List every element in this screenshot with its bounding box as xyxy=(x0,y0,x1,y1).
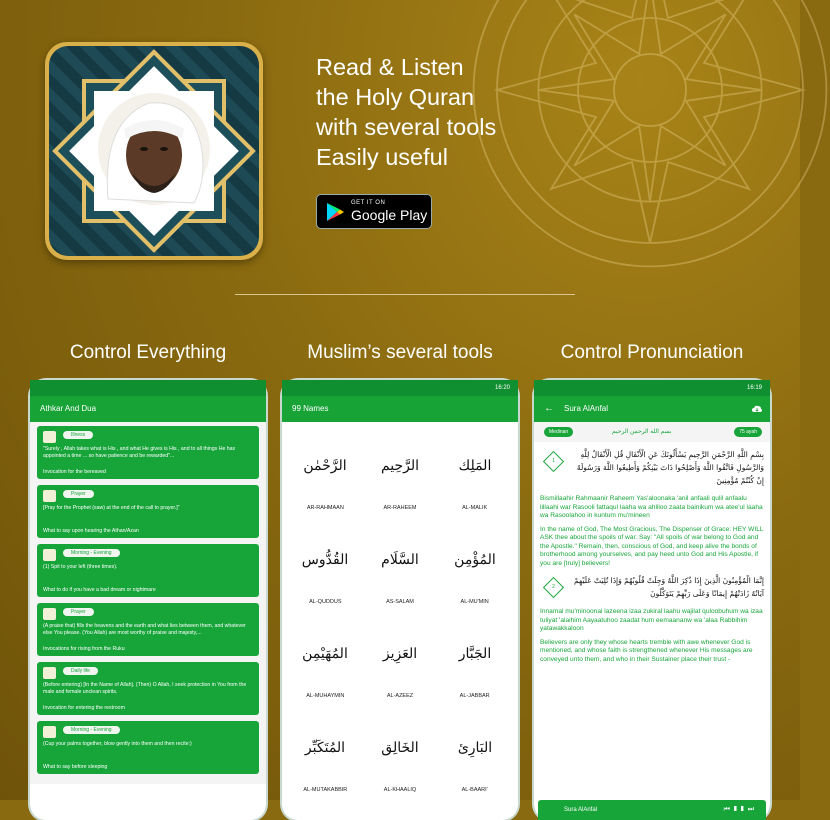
headline-line: Easily useful xyxy=(316,144,448,170)
verse-number: 1 xyxy=(552,458,555,464)
name-label: AL-MUHAYMIN xyxy=(306,693,345,699)
google-play-button[interactable] xyxy=(316,194,432,229)
bismillah: بسم الله الرحمن الرحيم xyxy=(612,429,672,435)
caption-control-pronunciation: Control Pronunciation xyxy=(560,342,744,363)
calligraphy-glyph: الرَّحْمٰن xyxy=(303,458,347,474)
calligraphy xyxy=(442,430,508,496)
category-badge: Morning - Evening xyxy=(63,726,120,734)
next-icon[interactable]: ⏭ xyxy=(747,806,758,813)
name-cell[interactable] xyxy=(437,524,512,612)
app-bar-title: Athkar And Dua xyxy=(40,404,97,413)
status-bar xyxy=(30,380,266,396)
verse-block[interactable] xyxy=(534,568,770,664)
previous-icon[interactable]: ⏮ xyxy=(723,806,734,813)
calligraphy xyxy=(367,712,433,778)
calligraphy-glyph: العَزِيز xyxy=(382,646,418,662)
name-cell[interactable] xyxy=(363,712,438,800)
name-label: AL-QUDDUS xyxy=(309,599,342,605)
back-arrow-icon[interactable]: ← xyxy=(544,403,554,414)
verse-number-badge xyxy=(543,577,564,598)
name-label: AL-JABBAR xyxy=(459,693,490,699)
name-cell[interactable] xyxy=(288,430,363,518)
verse-arabic: إِنَّمَا الْمُؤْمِنُونَ الَّذِينَ إِذَا ذُكِرَ اللَّهُ وَجِلَتْ قُلُوبُهُمْ وَإِذَا تُلِيَتْ عَلَيْهِمْ آيَاتُهُ زَادَتْهُمْ إِيمَانًا وَعَلَى رَبِّهِمْ يَتَوَكَّلُونَ xyxy=(574,576,764,598)
app-bar xyxy=(30,396,266,422)
play-store-icon xyxy=(325,202,345,222)
name-label: AR-RAHEEM xyxy=(383,505,417,511)
calligraphy-glyph: المُهَيْمِن xyxy=(302,646,349,662)
verse-number-badge xyxy=(543,451,564,472)
calligraphy xyxy=(442,524,508,590)
names-grid xyxy=(282,422,518,800)
name-cell[interactable] xyxy=(437,618,512,706)
name-cell[interactable] xyxy=(288,524,363,612)
name-cell[interactable] xyxy=(437,430,512,518)
calligraphy xyxy=(367,524,433,590)
pause-icon[interactable]: ❚❚ xyxy=(733,806,748,813)
athkar-card[interactable] xyxy=(37,721,259,774)
status-time: 16:19 xyxy=(746,385,762,391)
dua-text: (1) Spit to your left (three times). xyxy=(43,564,118,570)
sura-info-row xyxy=(534,422,770,442)
calligraphy xyxy=(367,618,433,684)
ayah-count-chip: 75 ayah xyxy=(734,427,762,437)
athkar-card[interactable] xyxy=(37,485,259,538)
app-bar-title: Sura AlAnfal xyxy=(564,404,609,413)
calligraphy xyxy=(367,430,433,496)
calligraphy-glyph: المُتَكَبِّر xyxy=(305,740,346,756)
calligraphy xyxy=(292,712,358,778)
app-bar xyxy=(534,396,770,422)
verse-transliteration: Bismillaahir Rahmaanir Raheem Yas'aloonaka 'anil anfaali qulil anfaalu lillaahi war Rasooli fattaqul laaha wa ahliloo zaata bainikum wa atee'ul laaha wa Rasoolahoo in kuntum mu'mineen xyxy=(540,495,763,519)
name-label: AL-MALIK xyxy=(462,505,488,511)
calligraphy-glyph: المُؤْمِن xyxy=(453,552,496,568)
name-cell[interactable] xyxy=(363,618,438,706)
category-badge: Prayer xyxy=(63,490,94,498)
name-label: AL-AZEEZ xyxy=(386,693,414,699)
athkar-card[interactable] xyxy=(37,426,259,479)
revelation-chip: Medinan xyxy=(544,427,573,437)
verse-transliteration: Innamal mu'minoonal lazeena izaa zukiral laahu wajilat quloobuhum wa izaa tuliyat 'alaihim Aayaatuhoo zaadat hum eemaananw wa 'alaa Rabbihim yatawakkaloon xyxy=(540,608,763,632)
name-label: AL-KHAALIQ xyxy=(383,787,417,793)
divider xyxy=(235,294,575,295)
name-cell[interactable] xyxy=(363,430,438,518)
caption-muslim-tools: Muslim’s several tools xyxy=(307,342,493,363)
calligraphy xyxy=(292,524,358,590)
status-bar xyxy=(282,380,518,396)
badge-small-text: GET IT ON xyxy=(351,200,386,206)
category-icon xyxy=(43,431,56,443)
name-label: AL-MUTAKABBIR xyxy=(303,787,348,793)
dua-title: Invocation for the bereaved xyxy=(43,469,106,475)
cloud-download-icon[interactable] xyxy=(752,405,762,413)
calligraphy-glyph: الرَّحِيم xyxy=(380,458,420,474)
verse-block[interactable] xyxy=(534,442,770,568)
badge-big-text: Google Play xyxy=(351,207,428,223)
calligraphy-glyph: الخَالِق xyxy=(381,740,419,756)
calligraphy-glyph: السَّلَام xyxy=(381,552,419,568)
calligraphy-glyph: المَلِك xyxy=(458,458,491,474)
athkar-card[interactable] xyxy=(37,544,259,597)
category-icon xyxy=(43,490,56,502)
name-label: AR-RAHMAAN xyxy=(306,505,344,511)
name-cell[interactable] xyxy=(288,618,363,706)
name-label: AL-MU'MIN xyxy=(460,599,489,605)
name-cell[interactable] xyxy=(363,524,438,612)
calligraphy xyxy=(442,712,508,778)
phone-99-names xyxy=(282,380,518,820)
status-time: 16:20 xyxy=(494,385,510,391)
name-label: AL-BAARI' xyxy=(461,787,488,793)
app-logo xyxy=(45,42,263,260)
verse-number: 2 xyxy=(552,584,555,590)
dua-title: Invocation for entering the restroom xyxy=(43,705,125,711)
dua-text: (Cup your palms together, blow gently into them and then recite:) xyxy=(43,741,192,747)
verse-arabic: بِسْمِ اللَّهِ الرَّحْمَنِ الرَّحِيمِ يَسْأَلُونَكَ عَنِ الْأَنْفَالِ قُلِ الْأَنْفَالُ لِلَّهِ وَالرَّسُولِ فَاتَّقُوا اللَّهَ وَأَصْلِحُوا ذَاتَ بَيْنِكُمْ وَأَطِيعُوا اللَّهَ وَرَسُولَهُ إِنْ كُنْتُمْ مُؤْمِنِينَ xyxy=(576,450,764,485)
category-icon xyxy=(43,608,56,620)
dua-text: "Surely , Allah takes what is His , and what He gives is His , and to all things He has appointed a time ... so have patience and be rewarded"... xyxy=(43,446,236,459)
athkar-card[interactable] xyxy=(37,662,259,715)
category-badge: Illness xyxy=(63,431,93,439)
app-bar xyxy=(282,396,518,422)
calligraphy xyxy=(442,618,508,684)
category-icon xyxy=(43,667,56,679)
name-cell[interactable] xyxy=(437,712,512,800)
dua-text: [Pray for the Prophet (saw) at the end of the call to prayer.]" xyxy=(43,505,180,511)
calligraphy xyxy=(292,430,358,496)
audio-player xyxy=(538,800,766,820)
app-bar-title: 99 Names xyxy=(292,404,329,413)
athkar-card[interactable] xyxy=(37,603,259,656)
dua-title: What to say before sleeping xyxy=(43,764,108,770)
phone-sura xyxy=(534,380,770,820)
headline-line: the Holy Quran xyxy=(316,84,475,110)
dua-title: Invocations for rising from the Ruku xyxy=(43,646,125,652)
headline xyxy=(316,52,616,172)
verse-translation: In the name of God, The Most Gracious, The Dispenser of Grace: HEY WILL ASK thee about the spoils of war. Say: "All spoils of war belong to God and the Apostle." Remain, then, conscious of God, and keep alive the bonds of brotherhood among yourselves, and pay heed unto God and His Apostle, if you are [truly] believers! xyxy=(540,525,764,567)
category-badge: Prayer xyxy=(63,608,94,616)
player-controls xyxy=(724,800,758,820)
calligraphy-glyph: الجَبَّار xyxy=(458,646,491,662)
name-cell[interactable] xyxy=(288,712,363,800)
calligraphy-glyph: البَارِئ xyxy=(457,740,492,756)
dua-text: (Before entering) [In the Name of Allah]. (Then) O Allah, I seek protection in You from the male and female unclean spirits. xyxy=(43,682,247,695)
caption-control-everything: Control Everything xyxy=(69,342,227,363)
name-label: AS-SALAM xyxy=(386,599,414,605)
headline-line: with several tools xyxy=(316,114,497,140)
headline-line: Read & Listen xyxy=(316,54,464,80)
calligraphy-glyph: القُدُّوس xyxy=(302,552,349,568)
status-bar xyxy=(534,380,770,396)
verse-list xyxy=(534,442,770,664)
category-badge: Daily life xyxy=(63,667,98,675)
category-icon xyxy=(43,549,56,561)
dua-title: What to do if you have a bad dream or nightmare xyxy=(43,587,156,593)
dua-text: (A praise that) fills the heavens and the earth and what lies between them, and whatever else You please. (You Allah) are most worthy of praise and majesty,... xyxy=(43,623,246,636)
player-title: Sura AlAnfal xyxy=(564,807,598,813)
dua-title: What to say upon hearing the Athan/Azan xyxy=(43,528,139,534)
verse-translation: Believers are only they whose hearts tremble with awe whenever God is mentioned, and whose faith is strengthened whenever His messages are conveyed unto them, and who in their Sustainer place their trust - xyxy=(540,638,753,663)
athkar-list xyxy=(30,422,266,784)
category-icon xyxy=(43,726,56,738)
category-badge: Morning - Evening xyxy=(63,549,120,557)
calligraphy xyxy=(292,618,358,684)
phone-athkar xyxy=(30,380,266,820)
